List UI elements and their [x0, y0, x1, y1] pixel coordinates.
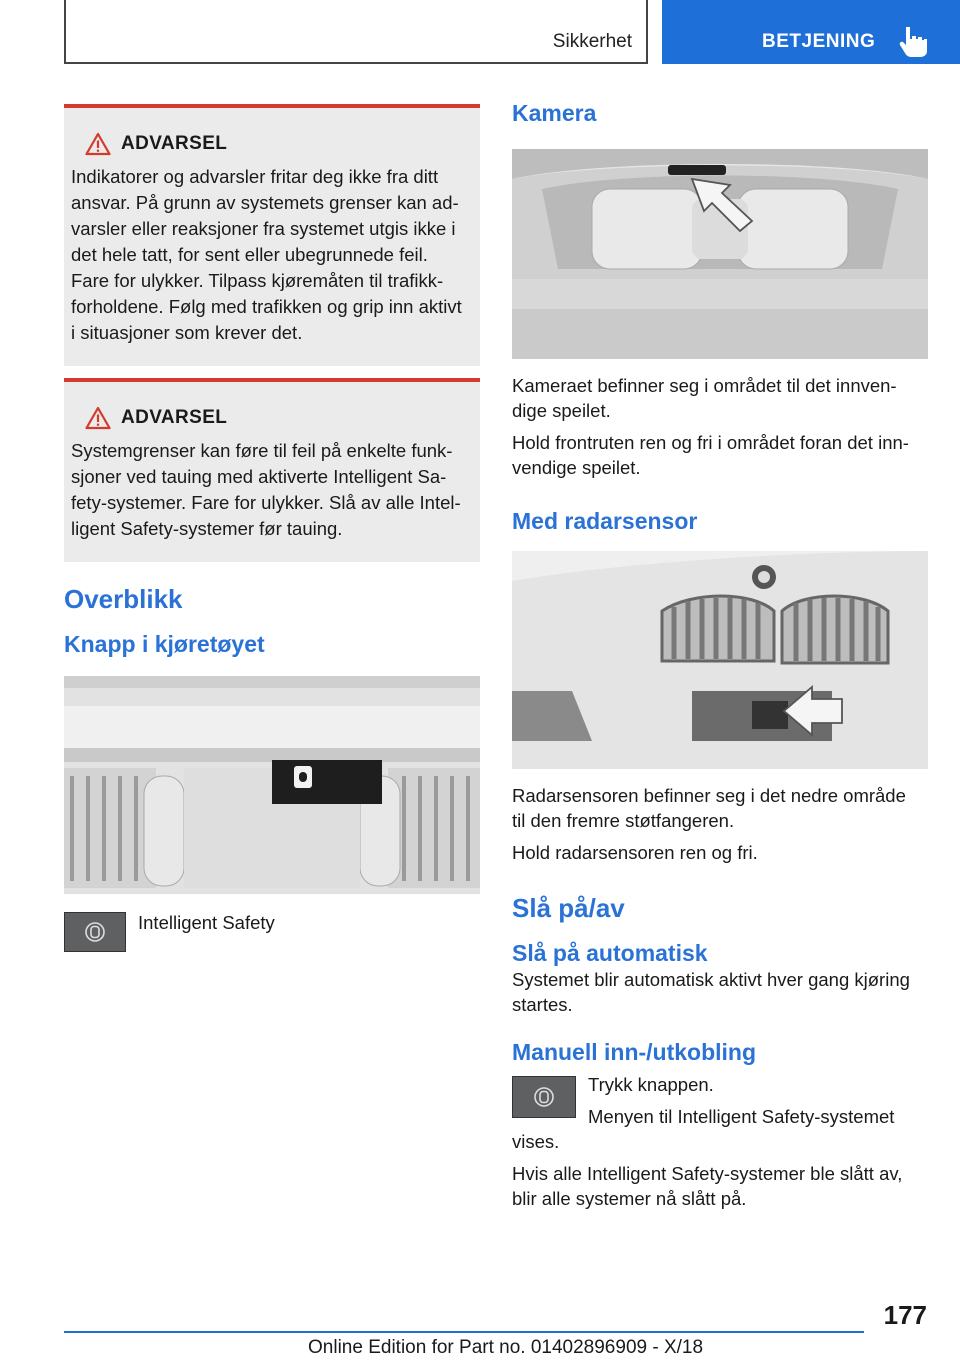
page-number: 177 [883, 1300, 927, 1330]
footer-edition: Online Edition for Part no. 01402896909 - X/18 [308, 1337, 704, 1358]
text-line: til den fremre støtfangeren. [512, 810, 735, 831]
manual-step-text [588, 1072, 894, 1129]
radar-paragraph-2: Hold radarsensoren ren og fri. [512, 842, 758, 863]
camera-paragraph-1 [512, 373, 928, 423]
warning-triangle-icon [85, 132, 111, 156]
heading-sla-pa-automatisk: Slå på automatisk [512, 940, 708, 966]
text-line: Systemet blir automatisk aktivt hver gang kjøring [512, 969, 910, 990]
intelligent-safety-icon [84, 921, 106, 943]
radar-paragraph-1 [512, 783, 928, 833]
button-legend [64, 912, 480, 952]
heading-overblikk: Overblikk [64, 584, 183, 614]
manual-step-2: Menyen til Intelligent Safety-systemet [588, 1106, 895, 1127]
warning-title-row [85, 132, 474, 156]
section-title-sikkerhet: Sikkerhet [552, 31, 632, 52]
manual-step-2-cont: vises. [512, 1131, 560, 1152]
text-line: Radarsensoren befinner seg i det nedre område [512, 785, 906, 806]
button-caption: Intelligent Safety [138, 912, 275, 933]
warning-box-1 [64, 104, 480, 366]
text-line: blir alle systemer nå slått på. [512, 1188, 747, 1209]
warning-line: forholdene. Følg med trafikken og grip inn aktivt [71, 296, 462, 317]
warning-line: sjoner ved tauing med aktiverte Intelligent Sa- [71, 466, 447, 487]
heading-sla-pa-av: Slå på/av [512, 893, 625, 923]
warning-line: varsler eller reaksjoner fra systemet utgis ikke i [71, 218, 456, 239]
warning-line: Fare for ulykker. Tilpass kjøremåten til trafikk- [71, 270, 444, 291]
warning-line: ansvar. På grunn av systemets grenser kan ad- [71, 192, 459, 213]
text-line: Kameraet befinner seg i området til det innven- [512, 375, 897, 396]
radar-sensor-photo [512, 551, 928, 769]
warning-line: i situasjoner som krever det. [71, 322, 303, 343]
section-title-betjening: BETJENING [762, 31, 876, 52]
text-line: dige speilet. [512, 400, 611, 421]
warning-text [71, 438, 474, 542]
text-line: Hold frontruten ren og fri i området foran det inn- [512, 432, 909, 453]
dashboard-button-photo [64, 676, 480, 894]
warning-line: Systemgrenser kan føre til feil på enkelte funk- [71, 440, 453, 461]
manual-step [512, 1076, 928, 1129]
warning-title: ADVARSEL [121, 407, 228, 428]
warning-triangle-icon [85, 406, 111, 430]
intelligent-safety-button-thumbnail [64, 912, 126, 952]
text-line: vendige speilet. [512, 457, 641, 478]
warning-title: ADVARSEL [121, 133, 228, 154]
warning-line: fety-systemer. Fare for ulykker. Slå av alle Intel- [71, 492, 461, 513]
manual-step-1: Trykk knappen. [588, 1074, 714, 1095]
warning-text [71, 164, 474, 346]
warning-line: ligent Safety-systemer før tauing. [71, 518, 343, 539]
camera-location-photo [512, 149, 928, 359]
left-column [64, 104, 480, 952]
intelligent-safety-button-thumbnail [512, 1076, 576, 1118]
auto-paragraph [512, 967, 928, 1017]
header-section-right [662, 0, 960, 64]
intelligent-safety-icon [533, 1086, 555, 1108]
text-line: startes. [512, 994, 573, 1015]
heading-manuell: Manuell inn-/utkobling [512, 1039, 757, 1065]
camera-paragraph-2 [512, 430, 928, 480]
pointing-hand-icon [896, 24, 930, 58]
right-column [512, 100, 928, 1211]
header-section-left [64, 0, 648, 64]
heading-radar: Med radarsensor [512, 508, 698, 534]
warning-line: det hele tatt, for sent eller ubegrunnede feil. [71, 244, 428, 265]
manual-paragraph [512, 1161, 928, 1211]
warning-box-2 [64, 378, 480, 562]
heading-kamera: Kamera [512, 100, 597, 126]
warning-title-row [85, 406, 474, 430]
warning-line: Indikatorer og advarsler fritar deg ikke fra ditt [71, 166, 439, 187]
heading-knapp: Knapp i kjøretøyet [64, 631, 265, 657]
text-line: Hvis alle Intelligent Safety-systemer ble slått av, [512, 1163, 903, 1184]
footer-divider [64, 1331, 864, 1333]
